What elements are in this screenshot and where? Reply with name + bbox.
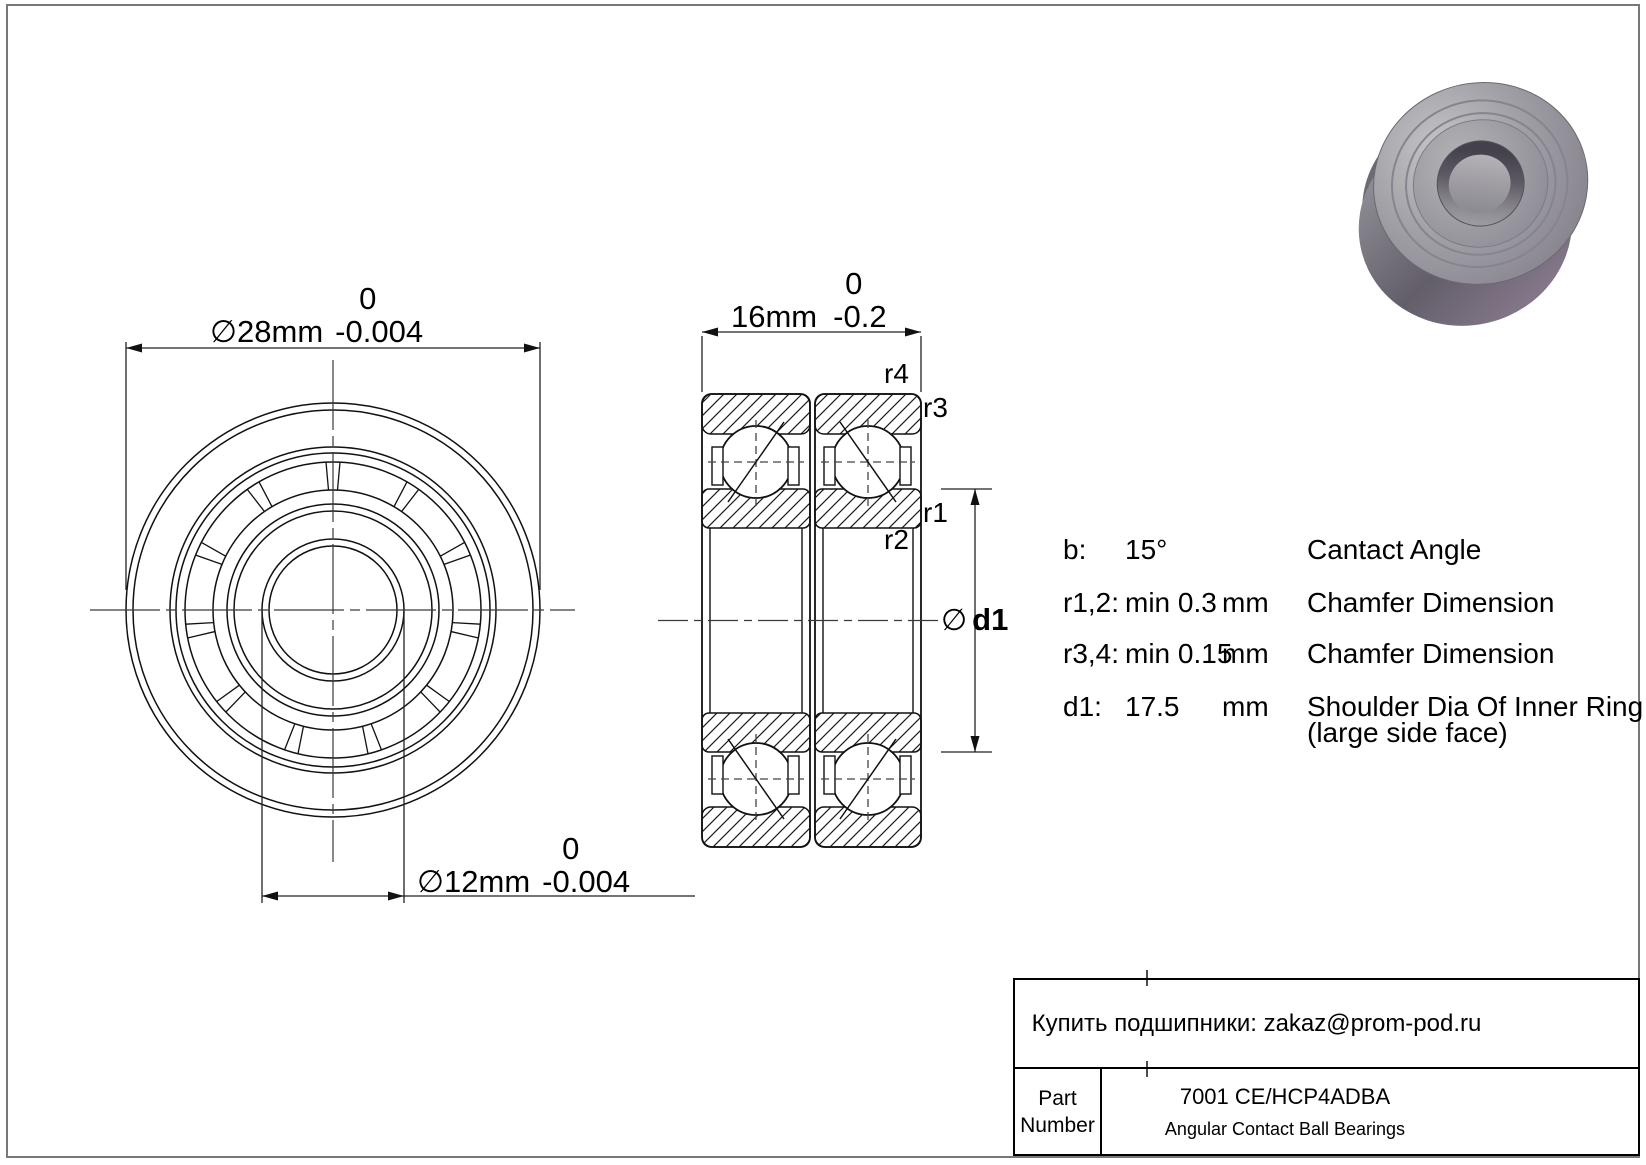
dim-width: 16mm 0 -0.2 [731, 266, 887, 334]
spec-note: (large side face) [1307, 717, 1508, 748]
dim-bore-diameter: ∅ 12mm 0 -0.004 [417, 831, 631, 899]
label-r4: r4 [884, 358, 909, 389]
part-number-label: Part Number [1015, 1069, 1102, 1154]
spec-row-chamfer-r12: r1,2: min 0.3 mm Chamfer Dimension [1063, 587, 1555, 618]
tolerance-upper: 0 [562, 831, 580, 866]
dim-outer-diameter: ∅ 28mm 0 -0.004 [210, 281, 424, 349]
tolerance-lower: -0.004 [335, 314, 424, 349]
spec-row-shoulder-dia: d1: 17.5 mm Shoulder Dia Of Inner Ring [1063, 691, 1644, 722]
section-view [658, 394, 940, 847]
contact-line: Купить подшипники: zakaz@prom-pod.ru [1015, 980, 1638, 1069]
spec-row-chamfer-r34: r3,4: min 0.15 mm Chamfer Dimension [1063, 638, 1555, 669]
diameter-symbol: ∅ [417, 864, 445, 899]
label-r2: r2 [884, 524, 909, 555]
tolerance-upper: 0 [359, 281, 377, 316]
bearing-3d-render [1352, 80, 1602, 332]
part-number: 7001 CE/HCP4ADBA [1179, 1083, 1391, 1109]
diameter-symbol: ∅ [210, 314, 238, 349]
title-block [1013, 978, 1640, 1156]
label-shoulder-diameter: ∅ d1 [941, 602, 1009, 637]
tolerance-lower: -0.004 [542, 864, 631, 899]
tolerance-upper: 0 [845, 266, 863, 301]
diameter-symbol: ∅ [941, 603, 968, 637]
part-type: Angular Contact Ball Bearings [1164, 1118, 1406, 1139]
label-r3: r3 [923, 392, 948, 423]
spec-row-contact-angle: b: 15° Cantact Angle [1063, 534, 1482, 565]
label-r1: r1 [923, 497, 948, 528]
tolerance-lower: -0.2 [833, 299, 887, 334]
